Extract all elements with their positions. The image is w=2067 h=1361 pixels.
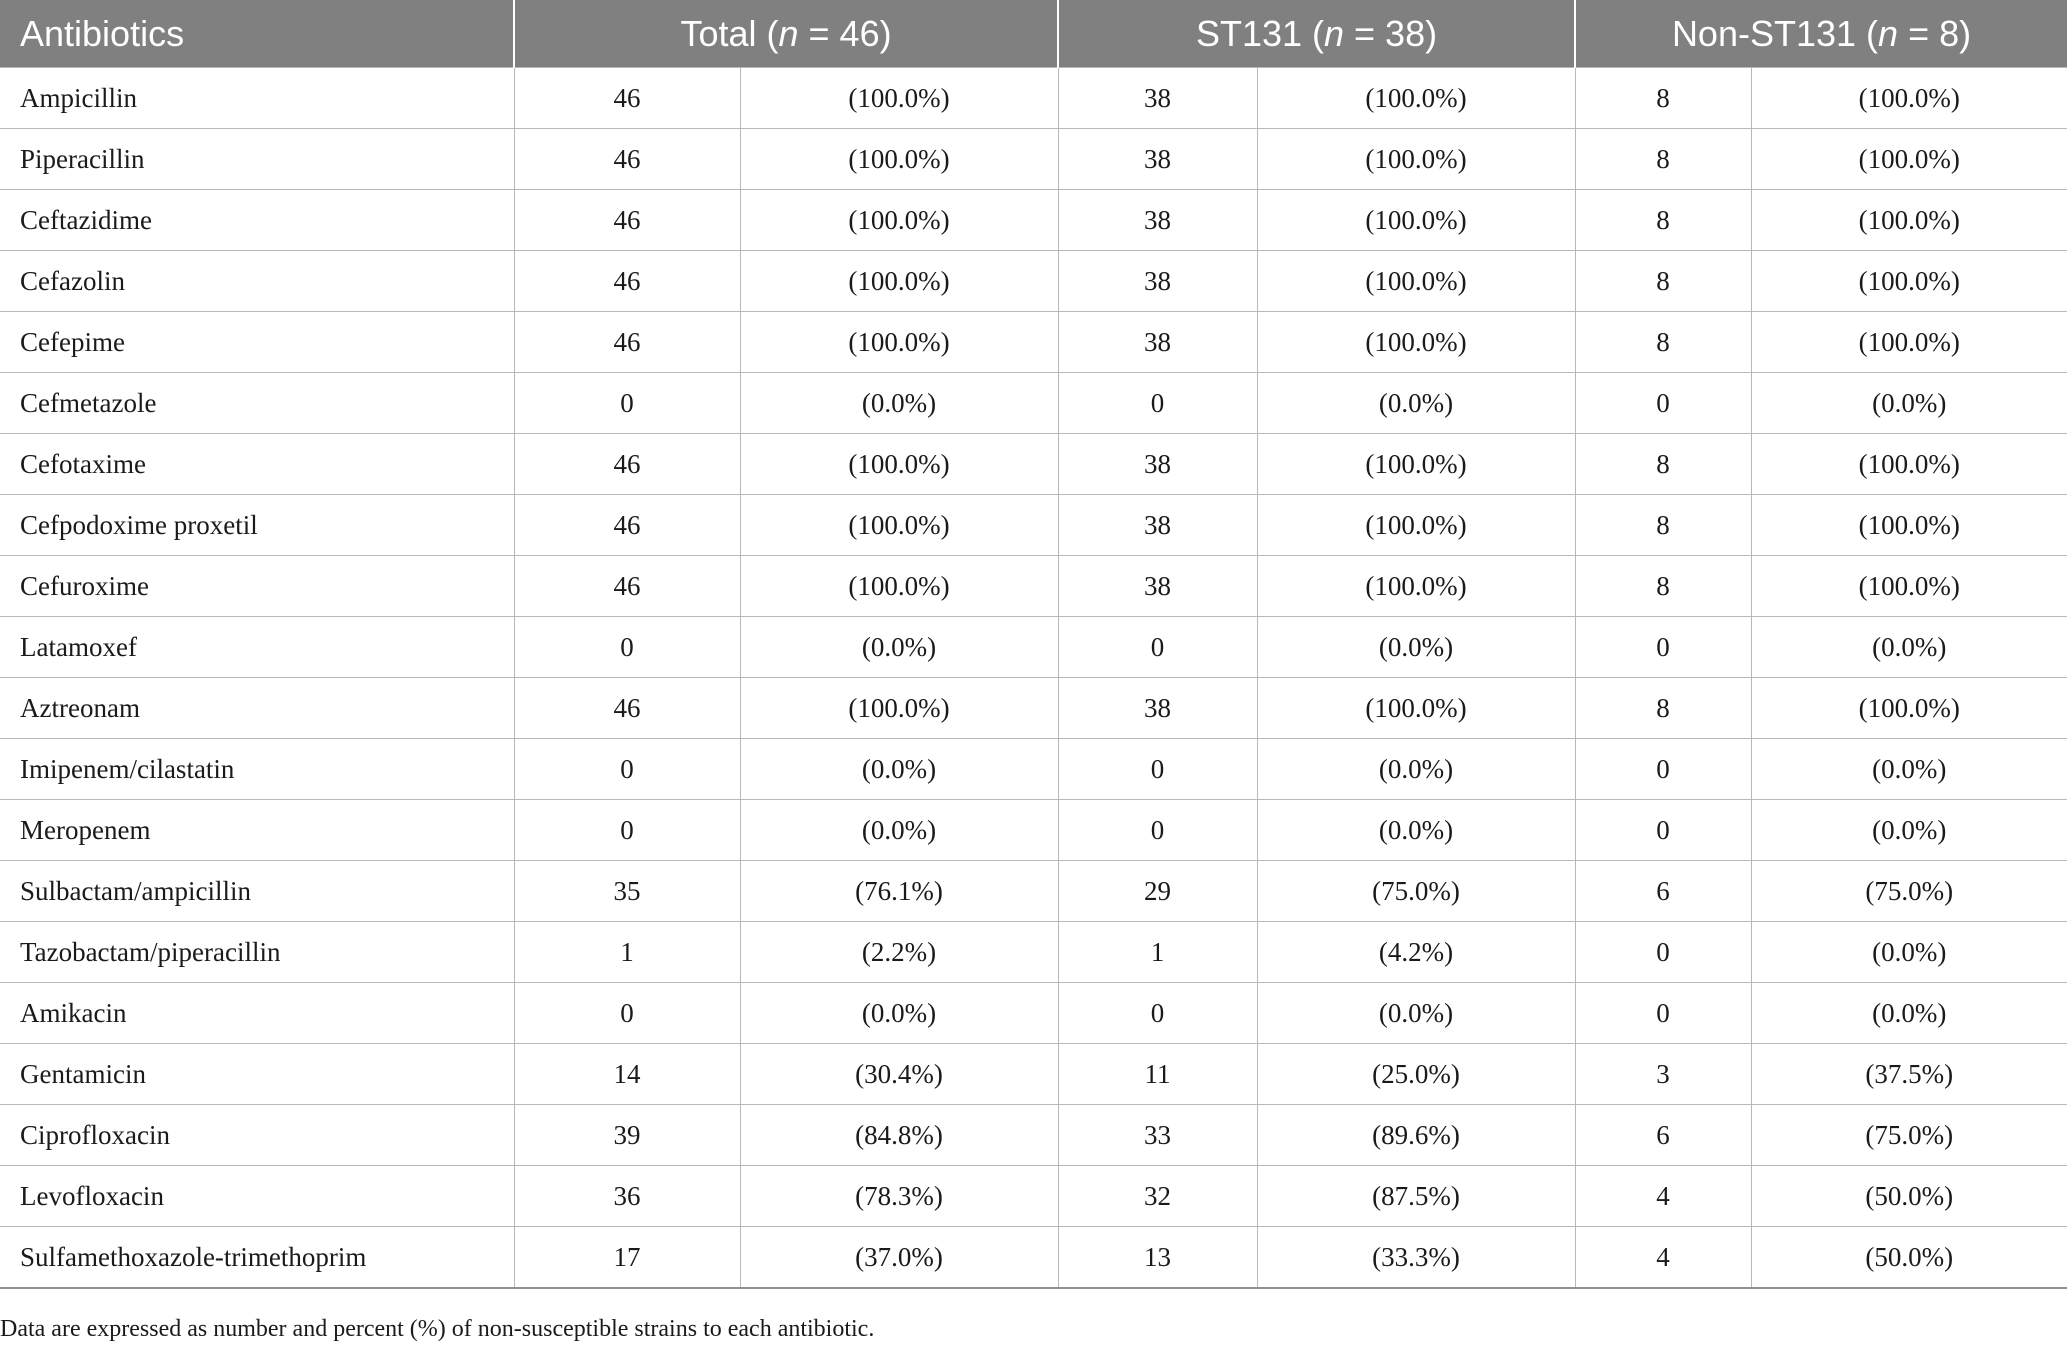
header-total [514, 0, 1058, 68]
st131-percent: (4.2%) [1257, 922, 1575, 983]
table-row [0, 800, 2067, 861]
non-st131-count: 0 [1575, 617, 1751, 678]
antibiotic-name: Cefmetazole [0, 373, 514, 434]
antibiotic-name: Ceftazidime [0, 190, 514, 251]
total-percent: (100.0%) [740, 678, 1058, 739]
total-percent: (0.0%) [740, 373, 1058, 434]
non-st131-percent: (100.0%) [1751, 190, 2067, 251]
header-total-label: Total ( [680, 12, 779, 54]
antibiotic-name: Latamoxef [0, 617, 514, 678]
non-st131-count: 0 [1575, 922, 1751, 983]
non-st131-count: 0 [1575, 800, 1751, 861]
table-header [0, 0, 2067, 68]
non-st131-percent: (0.0%) [1751, 983, 2067, 1044]
header-non-st131-label: Non-ST131 ( [1671, 12, 1879, 54]
antibiotic-name: Ciprofloxacin [0, 1105, 514, 1166]
non-st131-count: 4 [1575, 1227, 1751, 1289]
total-percent: (84.8%) [740, 1105, 1058, 1166]
st131-count: 38 [1058, 434, 1257, 495]
antibiotic-name: Amikacin [0, 983, 514, 1044]
table-row [0, 495, 2067, 556]
antibiotic-name: Cefuroxime [0, 556, 514, 617]
total-percent: (100.0%) [740, 68, 1058, 129]
antibiotic-name: Sulbactam/ampicillin [0, 861, 514, 922]
header-non-st131-n: n [1878, 12, 1899, 54]
non-st131-percent: (100.0%) [1751, 68, 2067, 129]
st131-percent: (89.6%) [1257, 1105, 1575, 1166]
st131-count: 38 [1058, 556, 1257, 617]
st131-count: 0 [1058, 983, 1257, 1044]
table-row [0, 983, 2067, 1044]
total-count: 0 [514, 373, 740, 434]
table-row [0, 373, 2067, 434]
non-st131-percent: (75.0%) [1751, 861, 2067, 922]
st131-percent: (100.0%) [1257, 556, 1575, 617]
total-count: 46 [514, 678, 740, 739]
non-st131-percent: (100.0%) [1751, 434, 2067, 495]
st131-count: 0 [1058, 617, 1257, 678]
table-body [0, 68, 2067, 1289]
st131-count: 11 [1058, 1044, 1257, 1105]
st131-count: 38 [1058, 190, 1257, 251]
non-st131-count: 8 [1575, 678, 1751, 739]
st131-percent: (100.0%) [1257, 190, 1575, 251]
antibiotic-name: Aztreonam [0, 678, 514, 739]
total-count: 1 [514, 922, 740, 983]
st131-percent: (0.0%) [1257, 373, 1575, 434]
total-percent: (0.0%) [740, 983, 1058, 1044]
total-percent: (100.0%) [740, 251, 1058, 312]
st131-count: 0 [1058, 800, 1257, 861]
table-row [0, 922, 2067, 983]
non-st131-count: 8 [1575, 68, 1751, 129]
table-row [0, 190, 2067, 251]
non-st131-count: 6 [1575, 1105, 1751, 1166]
non-st131-count: 8 [1575, 129, 1751, 190]
non-st131-percent: (100.0%) [1751, 129, 2067, 190]
non-st131-count: 8 [1575, 312, 1751, 373]
header-total-rest: = 46) [798, 12, 892, 54]
non-st131-count: 6 [1575, 861, 1751, 922]
st131-percent: (0.0%) [1257, 983, 1575, 1044]
total-count: 46 [514, 495, 740, 556]
non-st131-percent: (0.0%) [1751, 922, 2067, 983]
st131-percent: (75.0%) [1257, 861, 1575, 922]
header-st131 [1058, 0, 1575, 68]
total-count: 0 [514, 739, 740, 800]
st131-percent: (0.0%) [1257, 739, 1575, 800]
table-row [0, 1044, 2067, 1105]
st131-percent: (100.0%) [1257, 434, 1575, 495]
header-st131-label: ST131 ( [1195, 12, 1324, 54]
header-st131-n: n [1324, 12, 1345, 54]
total-count: 36 [514, 1166, 740, 1227]
st131-percent: (100.0%) [1257, 678, 1575, 739]
st131-count: 38 [1058, 495, 1257, 556]
table-row [0, 556, 2067, 617]
table-footnote: Data are expressed as number and percent (%) of non-susceptible strains to each antibiotic. [0, 1316, 875, 1342]
header-non-st131 [1575, 0, 2067, 68]
non-st131-percent: (100.0%) [1751, 678, 2067, 739]
non-st131-count: 8 [1575, 495, 1751, 556]
antibiotic-name: Cefpodoxime proxetil [0, 495, 514, 556]
antibiotic-name: Sulfamethoxazole-trimethoprim [0, 1227, 514, 1289]
table-row [0, 1166, 2067, 1227]
table-row [0, 617, 2067, 678]
table-row [0, 251, 2067, 312]
total-count: 46 [514, 68, 740, 129]
table-row [0, 739, 2067, 800]
total-count: 0 [514, 617, 740, 678]
st131-percent: (0.0%) [1257, 617, 1575, 678]
non-st131-percent: (0.0%) [1751, 739, 2067, 800]
st131-percent: (100.0%) [1257, 129, 1575, 190]
st131-count: 38 [1058, 312, 1257, 373]
table-row [0, 1105, 2067, 1166]
total-percent: (30.4%) [740, 1044, 1058, 1105]
antibiotic-name: Imipenem/cilastatin [0, 739, 514, 800]
total-count: 46 [514, 129, 740, 190]
non-st131-percent: (100.0%) [1751, 556, 2067, 617]
total-percent: (100.0%) [740, 190, 1058, 251]
table-row [0, 861, 2067, 922]
non-st131-count: 4 [1575, 1166, 1751, 1227]
header-non-st131-rest: = 8) [1898, 12, 1972, 54]
total-percent: (78.3%) [740, 1166, 1058, 1227]
st131-percent: (87.5%) [1257, 1166, 1575, 1227]
non-st131-percent: (0.0%) [1751, 373, 2067, 434]
non-st131-count: 0 [1575, 373, 1751, 434]
header-row [0, 0, 2067, 68]
non-st131-count: 8 [1575, 434, 1751, 495]
st131-percent: (25.0%) [1257, 1044, 1575, 1105]
non-st131-percent: (37.5%) [1751, 1044, 2067, 1105]
table-row [0, 434, 2067, 495]
non-st131-count: 0 [1575, 739, 1751, 800]
non-st131-count: 8 [1575, 190, 1751, 251]
total-percent: (100.0%) [740, 129, 1058, 190]
antibiotic-name: Cefotaxime [0, 434, 514, 495]
st131-count: 33 [1058, 1105, 1257, 1166]
st131-percent: (100.0%) [1257, 68, 1575, 129]
st131-count: 1 [1058, 922, 1257, 983]
total-count: 46 [514, 556, 740, 617]
non-st131-count: 8 [1575, 556, 1751, 617]
total-percent: (100.0%) [740, 495, 1058, 556]
table-row [0, 678, 2067, 739]
non-st131-count: 8 [1575, 251, 1751, 312]
total-count: 46 [514, 190, 740, 251]
non-st131-percent: (50.0%) [1751, 1166, 2067, 1227]
st131-percent: (33.3%) [1257, 1227, 1575, 1289]
st131-count: 13 [1058, 1227, 1257, 1289]
non-st131-count: 0 [1575, 983, 1751, 1044]
st131-percent: (100.0%) [1257, 312, 1575, 373]
st131-count: 29 [1058, 861, 1257, 922]
header-st131-rest: = 38) [1344, 12, 1438, 54]
total-percent: (76.1%) [740, 861, 1058, 922]
header-antibiotics: Antibiotics [0, 0, 514, 68]
total-percent: (0.0%) [740, 739, 1058, 800]
antibiotic-name: Cefepime [0, 312, 514, 373]
non-st131-percent: (0.0%) [1751, 800, 2067, 861]
table-row [0, 1227, 2067, 1289]
st131-count: 38 [1058, 251, 1257, 312]
st131-percent: (100.0%) [1257, 251, 1575, 312]
st131-percent: (100.0%) [1257, 495, 1575, 556]
antibiotic-name: Cefazolin [0, 251, 514, 312]
antibiotic-name: Tazobactam/piperacillin [0, 922, 514, 983]
non-st131-count: 3 [1575, 1044, 1751, 1105]
st131-count: 0 [1058, 739, 1257, 800]
total-count: 39 [514, 1105, 740, 1166]
non-st131-percent: (0.0%) [1751, 617, 2067, 678]
st131-percent: (0.0%) [1257, 800, 1575, 861]
table-row [0, 312, 2067, 373]
st131-count: 38 [1058, 129, 1257, 190]
total-count: 17 [514, 1227, 740, 1289]
antibiotic-name: Gentamicin [0, 1044, 514, 1105]
antibiotic-name: Ampicillin [0, 68, 514, 129]
table-row [0, 68, 2067, 129]
total-percent: (100.0%) [740, 434, 1058, 495]
total-percent: (100.0%) [740, 312, 1058, 373]
total-count: 46 [514, 434, 740, 495]
st131-count: 0 [1058, 373, 1257, 434]
non-st131-percent: (100.0%) [1751, 495, 2067, 556]
total-percent: (37.0%) [740, 1227, 1058, 1289]
total-count: 0 [514, 983, 740, 1044]
total-count: 35 [514, 861, 740, 922]
st131-count: 38 [1058, 678, 1257, 739]
st131-count: 32 [1058, 1166, 1257, 1227]
st131-count: 38 [1058, 68, 1257, 129]
non-st131-percent: (50.0%) [1751, 1227, 2067, 1289]
antibiotic-name: Piperacillin [0, 129, 514, 190]
total-count: 46 [514, 312, 740, 373]
total-count: 0 [514, 800, 740, 861]
non-st131-percent: (100.0%) [1751, 312, 2067, 373]
total-percent: (100.0%) [740, 556, 1058, 617]
non-st131-percent: (100.0%) [1751, 251, 2067, 312]
antibiotic-name: Levofloxacin [0, 1166, 514, 1227]
table-row [0, 129, 2067, 190]
total-percent: (0.0%) [740, 800, 1058, 861]
non-st131-percent: (75.0%) [1751, 1105, 2067, 1166]
antibiotic-name: Meropenem [0, 800, 514, 861]
total-count: 46 [514, 251, 740, 312]
total-percent: (2.2%) [740, 922, 1058, 983]
total-count: 14 [514, 1044, 740, 1105]
total-percent: (0.0%) [740, 617, 1058, 678]
header-total-n: n [778, 12, 799, 54]
